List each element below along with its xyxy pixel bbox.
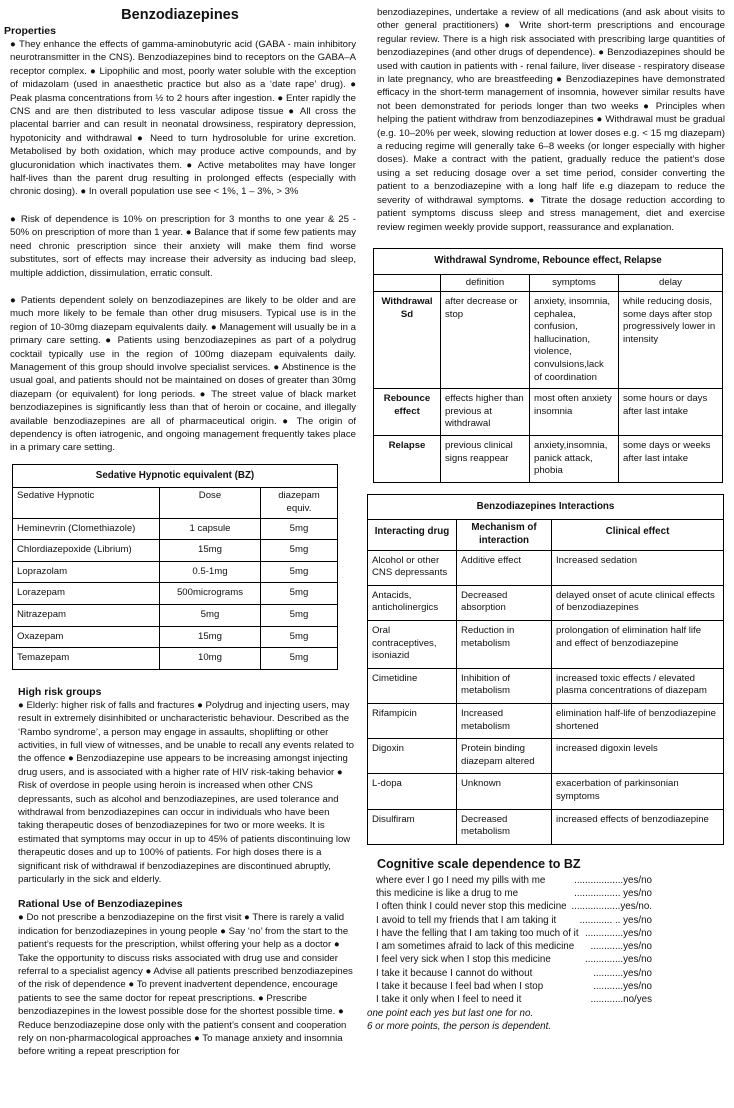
rational-use-text: ● Do not prescribe a benzodiazepine on the first visit ● There is rarely a valid indication for benzodiazepines in young people ● Say ‘no’ from the start to the patient’s requests for the prescription, whilst offering your help as a doctor ● Take the opportunity to discuss risks associated with drug use and consider referral to a specialist agency ● Advise all patients prescribed benzodiazepines of the risk of dependence ● To prevent inadvertent dependence, encourage patients to see the same doctor for repeat prescriptions. ● Prescribe benzodiazepines in the lowest possible dose for the shortest possible time. ● Reduce benzodiazepine dose only with the patient’s consent and cooperation rely on non-pharmacological approaches ● To manage anxiety and insomnia before writing a repeat prescription for <box>18 912 353 1058</box>
properties-heading: Properties <box>4 25 56 37</box>
properties-text: ● They enhance the effects of gamma-aminobutyric acid (GABA - main inhibitory neurotransmitter in the CNS). Benzodiazepines bind to receptors on the GABA–A receptor complex. ● Lipophilic and most, poorly water soluble with the exception of midazolam (used in anaesthetic practice but also as a ‘date rape’ drug). ● Peak plasma concentrations from ½ to 2 hours after ingestion. ● Enter rapidly the CNS and are then distributed to less vascular adipose tissue ● All cross the placental barrier and can result in neonatal drowsiness, respiratory depression, hypotonicity and withdrawal ● Need to turn hydrosoluble for urine excretion. Metabolised by both oxidation, which may produce active compounds, and by glucuronidation which inactivates them. ● Active metabolites may have longer half-lives than the parent drug resulting in prolonged effects (especially with chronic dosing). ● In overall population use see < 1%, 1 – 3%, > 3% <box>10 39 356 198</box>
table-row <box>368 809 724 844</box>
table-cell: Rebounce effect <box>374 389 441 436</box>
table-cell: 0.5-1mg <box>160 561 261 583</box>
table-cell: 5mg <box>261 518 338 540</box>
left-column <box>4 0 356 1059</box>
table-row <box>13 518 338 540</box>
scale-question: I feel very sick when I stop this medicine <box>376 954 551 966</box>
table-cell: Antacids, anticholinergics <box>368 585 457 620</box>
table-cell: Temazepam <box>13 648 160 670</box>
table-row <box>13 561 338 583</box>
table-cell: Nitrazepam <box>13 604 160 626</box>
scale-answer: ............no/yes <box>590 994 652 1006</box>
table-cell: Chlordiazepoxide (Librium) <box>13 540 160 562</box>
equivalent-table <box>12 464 338 670</box>
interactions-table <box>367 494 724 845</box>
patients-paragraph: ● Patients dependent solely on benzodiazepines are likely to be older and are much more likely to be female than other drug misusers. Typical use is in the region of 10-30mg diazepam equivalents daily. ● Management will usually be in a primary care setting. ● Patients using benzodiazepines as part of a polydrug cocktail typically use in the region of 100mg diazepam equivalents daily. Management of this group should involve specialist services. ● Abstinence is the usual goal, and patients should not be maintained on doses of greater than 30mg diazepam (or equivalent) for long periods. ● The street value of black market benzodiazepines is significantly less than that of heroin or cocaine, and illegally available benzodiazepines are all of pharmaceutical origin. ● The origin of dependency is often iatrogenic, and ongoing management frequently takes place in a primary care setting. <box>10 294 356 454</box>
scale-answer: ............yes/no <box>590 941 652 953</box>
scale-answer: ..................yes/no. <box>571 901 652 913</box>
scale-item <box>367 900 652 913</box>
table-row <box>368 774 724 809</box>
table-cell: Reduction in metabolism <box>457 620 552 668</box>
table-row <box>374 389 723 436</box>
rational-use-continuation: benzodiazepines, undertake a review of all medications (and ask about visits to other general practitioners) ● Write short-term prescriptions and encourage regular review. There is a high risk associated with prescribing large quantities of benzodiazepines (and other drugs of dependence). ● Benzodiazepines should be used with caution in patients with - renal failure, liver disease - respiratory disease in late pregnancy, who are breastfeeding ● Benzodiazepines have demonstrated efficacy in the short-term management of insomnia, however similar results have not been demonstrated for periods longer than two weeks ● Principles when helping the patient withdraw from benzodiazepines ● Withdrawal must be gradual (e.g. 10–20% per week, slowing reduction at lower doses e.g. < 15 mg diazepam) a reducing regime will generally take 6–8 weeks (or longer especially with higher doses). Make a contract with the patient, gradually reduce the patient’s dose using a set reducing dosage over a set time period, consider converting the patient to a benzodiazepine with a long half life e.g diazepam to reduce the severity of withdrawal symptoms. ● Titrate the dosage reduction according to patient symptoms discuss sleep and stress management, diet and exercise review regimen weekly provide support, reassurance and explanation. <box>377 7 725 233</box>
scale-item <box>367 940 652 953</box>
table-row <box>374 292 723 389</box>
table-row <box>368 703 724 738</box>
table-cell: Oxazepam <box>13 626 160 648</box>
table-cell: previous clinical signs reappear <box>441 436 530 483</box>
table-cell: some days or weeks after last intake <box>619 436 723 483</box>
table-cell: Increased sedation <box>552 550 724 585</box>
scale-item <box>367 874 652 887</box>
scale-question: where ever I go I need my pills with me <box>376 874 546 886</box>
interactions-header: Mechanism of interaction <box>457 520 552 550</box>
table-cell: prolongation of elimination half life and effect of benzodiazepine <box>552 620 724 668</box>
table-cell: 5mg <box>160 604 261 626</box>
scale-item <box>367 887 652 900</box>
table-row <box>368 620 724 668</box>
table-cell: elimination half-life of benzodiazepine shortened <box>552 703 724 738</box>
scale-item <box>367 927 652 940</box>
table-cell: Additive effect <box>457 550 552 585</box>
table-cell: anxiety, insomnia, cephalea, confusion, hallucination, violence, convulsions,lack of coordination <box>530 292 619 389</box>
table-row <box>13 626 338 648</box>
scale-question: I take it only when I feel to need it <box>376 994 522 1006</box>
table-cell: 15mg <box>160 540 261 562</box>
equiv-header: Sedative Hypnotic <box>13 488 160 518</box>
scale-question: this medicine is like a drug to me <box>376 887 519 899</box>
table-cell: Withdrawal Sd <box>374 292 441 389</box>
table-cell: Unknown <box>457 774 552 809</box>
table-cell: 5mg <box>261 604 338 626</box>
scale-item <box>367 953 652 966</box>
table-cell: 5mg <box>261 626 338 648</box>
table-cell: exacerbation of parkinsonian symptoms <box>552 774 724 809</box>
table-cell: increased toxic effects / elevated plasma concentrations of diazepam <box>552 668 724 703</box>
scale-item <box>367 993 652 1006</box>
table-cell: increased digoxin levels <box>552 739 724 774</box>
scale-answer: ................. yes/no <box>574 887 652 899</box>
withdrawal-header <box>374 274 441 292</box>
interactions-header: Interacting drug <box>368 520 457 550</box>
table-row <box>13 540 338 562</box>
table-cell: Increased metabolism <box>457 703 552 738</box>
scale-question: I take it because I feel bad when I stop <box>376 981 544 993</box>
right-column <box>367 0 729 1033</box>
table-cell: Lorazepam <box>13 583 160 605</box>
scale-item <box>367 980 652 993</box>
equiv-header: Dose <box>160 488 261 518</box>
withdrawal-table-caption: Withdrawal Syndrome, Rebounce effect, Relapse <box>374 248 723 274</box>
high-risk-heading: High risk groups <box>18 685 102 698</box>
table-cell: 5mg <box>261 583 338 605</box>
page-title: Benzodiazepines <box>121 7 239 23</box>
cognitive-scale-note: one point each yes but last one for no. <box>367 1007 534 1019</box>
withdrawal-table <box>373 248 723 483</box>
table-row <box>368 550 724 585</box>
table-cell: 5mg <box>261 561 338 583</box>
scale-item <box>367 914 652 927</box>
table-cell: Disulfiram <box>368 809 457 844</box>
table-cell: increased effects of benzodiazepine <box>552 809 724 844</box>
table-cell: effects higher than previous at withdrawal <box>441 389 530 436</box>
scale-question: I often think I could never stop this medicine <box>376 901 567 913</box>
scale-question: I take it because I cannot do without <box>376 967 533 979</box>
scale-item <box>367 967 652 980</box>
scale-answer: ............ .. yes/no <box>579 914 652 926</box>
table-row <box>13 648 338 670</box>
table-cell: 5mg <box>261 648 338 670</box>
table-cell: 1 capsule <box>160 518 261 540</box>
table-cell: anxiety,insomnia, panick attack, phobia <box>530 436 619 483</box>
scale-question: I am sometimes afraid to lack of this medicine <box>376 941 575 953</box>
table-cell: Heminevrin (Clomethiazole) <box>13 518 160 540</box>
table-row <box>368 585 724 620</box>
table-row <box>13 583 338 605</box>
withdrawal-header: definition <box>441 274 530 292</box>
equivalent-table-caption: Sedative Hypnotic equivalent (BZ) <box>13 464 338 488</box>
high-risk-text: ● Elderly: higher risk of falls and fractures ● Polydrug and injecting users, may result in extremely disinhibited or uncharacteristic behaviour. Described as the ‘Rambo syndrome’, a person may engage in assaults, shoplifting or other activities, in full view of witnesses, and be unable to recall any events related to the offence ● Benzodiazepine use appears to be increasing amongst injecting drug users, and is associated with a higher rate of HIV risk-taking behavior ● Risk of overdose in people using heroin is increased when other CNS depressants, such as alcohol and benzodiazepines, are used tolerance and withdrawal from benzodiazepines can occur in individuals who have been taking therapeutic doses of benzodiazepines for two or more weeks. It is estimated that symptoms may occur in up to 45% of patients discontinuing low therapeutic doses and up to 100% of patients. For high doses there is a significant risk of withdrawal if benzodiazepines are discontinued abruptly, particularly in the sick and elderly. <box>18 699 354 885</box>
table-cell: 10mg <box>160 648 261 670</box>
table-cell: L-dopa <box>368 774 457 809</box>
table-cell: Rifampicin <box>368 703 457 738</box>
table-cell: delayed onset of acute clinical effects of benzodiazepines <box>552 585 724 620</box>
table-cell: Decreased metabolism <box>457 809 552 844</box>
table-row <box>374 436 723 483</box>
scale-answer: ..................yes/no <box>574 874 652 886</box>
table-cell: after decrease or stop <box>441 292 530 389</box>
table-cell: most often anxiety insomnia <box>530 389 619 436</box>
table-cell: while reducing dosis, some days after stop progressively lower in intensity <box>619 292 723 389</box>
table-cell: 5mg <box>261 540 338 562</box>
scale-question: I avoid to tell my friends that I am taking it <box>376 914 557 926</box>
table-cell: Digoxin <box>368 739 457 774</box>
cognitive-scale-note: 6 or more points, the person is dependent. <box>367 1020 552 1032</box>
cognitive-scale-title: Cognitive scale dependence to BZ <box>377 856 581 871</box>
withdrawal-header: symptoms <box>530 274 619 292</box>
table-cell: 500micrograms <box>160 583 261 605</box>
scale-answer: ...........yes/no <box>593 967 652 979</box>
cognitive-scale <box>367 857 729 1034</box>
scale-answer: ...........yes/no <box>593 981 652 993</box>
equiv-header: diazepam equiv. <box>261 488 338 518</box>
interactions-table-caption: Benzodiazepines Interactions <box>368 494 724 520</box>
scale-answer: ..............yes/no <box>585 927 652 939</box>
table-cell: Relapse <box>374 436 441 483</box>
dependence-paragraph: ● Risk of dependence is 10% on prescription for 3 months to one year & 25 - 50% on prescription of more than 1 year. ● Balance that if some few patients may need chronic prescription since their anxiety will make them find worse substitutes, sort of effects may increase their adversity as inducing bad sleep, multiple addiction, dissimulation, erratic consult. <box>10 213 356 279</box>
withdrawal-header: delay <box>619 274 723 292</box>
table-row <box>13 604 338 626</box>
table-cell: some hours or days after last intake <box>619 389 723 436</box>
table-cell: Protein binding diazepam altered <box>457 739 552 774</box>
rational-use-heading: Rational Use of Benzodiazepines <box>18 898 183 911</box>
table-cell: Alcohol or other CNS depressants <box>368 550 457 585</box>
table-cell: Oral contraceptives, isoniazid <box>368 620 457 668</box>
table-row <box>368 668 724 703</box>
table-row <box>368 739 724 774</box>
table-cell: Cimetidine <box>368 668 457 703</box>
table-cell: 15mg <box>160 626 261 648</box>
scale-question: I have the felling that I am taking too much of it <box>376 927 579 939</box>
interactions-header: Clinical effect <box>552 520 724 550</box>
table-cell: Decreased absorption <box>457 585 552 620</box>
table-cell: Inhibition of metabolism <box>457 668 552 703</box>
scale-answer: ..............yes/no <box>585 954 652 966</box>
table-cell: Loprazolam <box>13 561 160 583</box>
